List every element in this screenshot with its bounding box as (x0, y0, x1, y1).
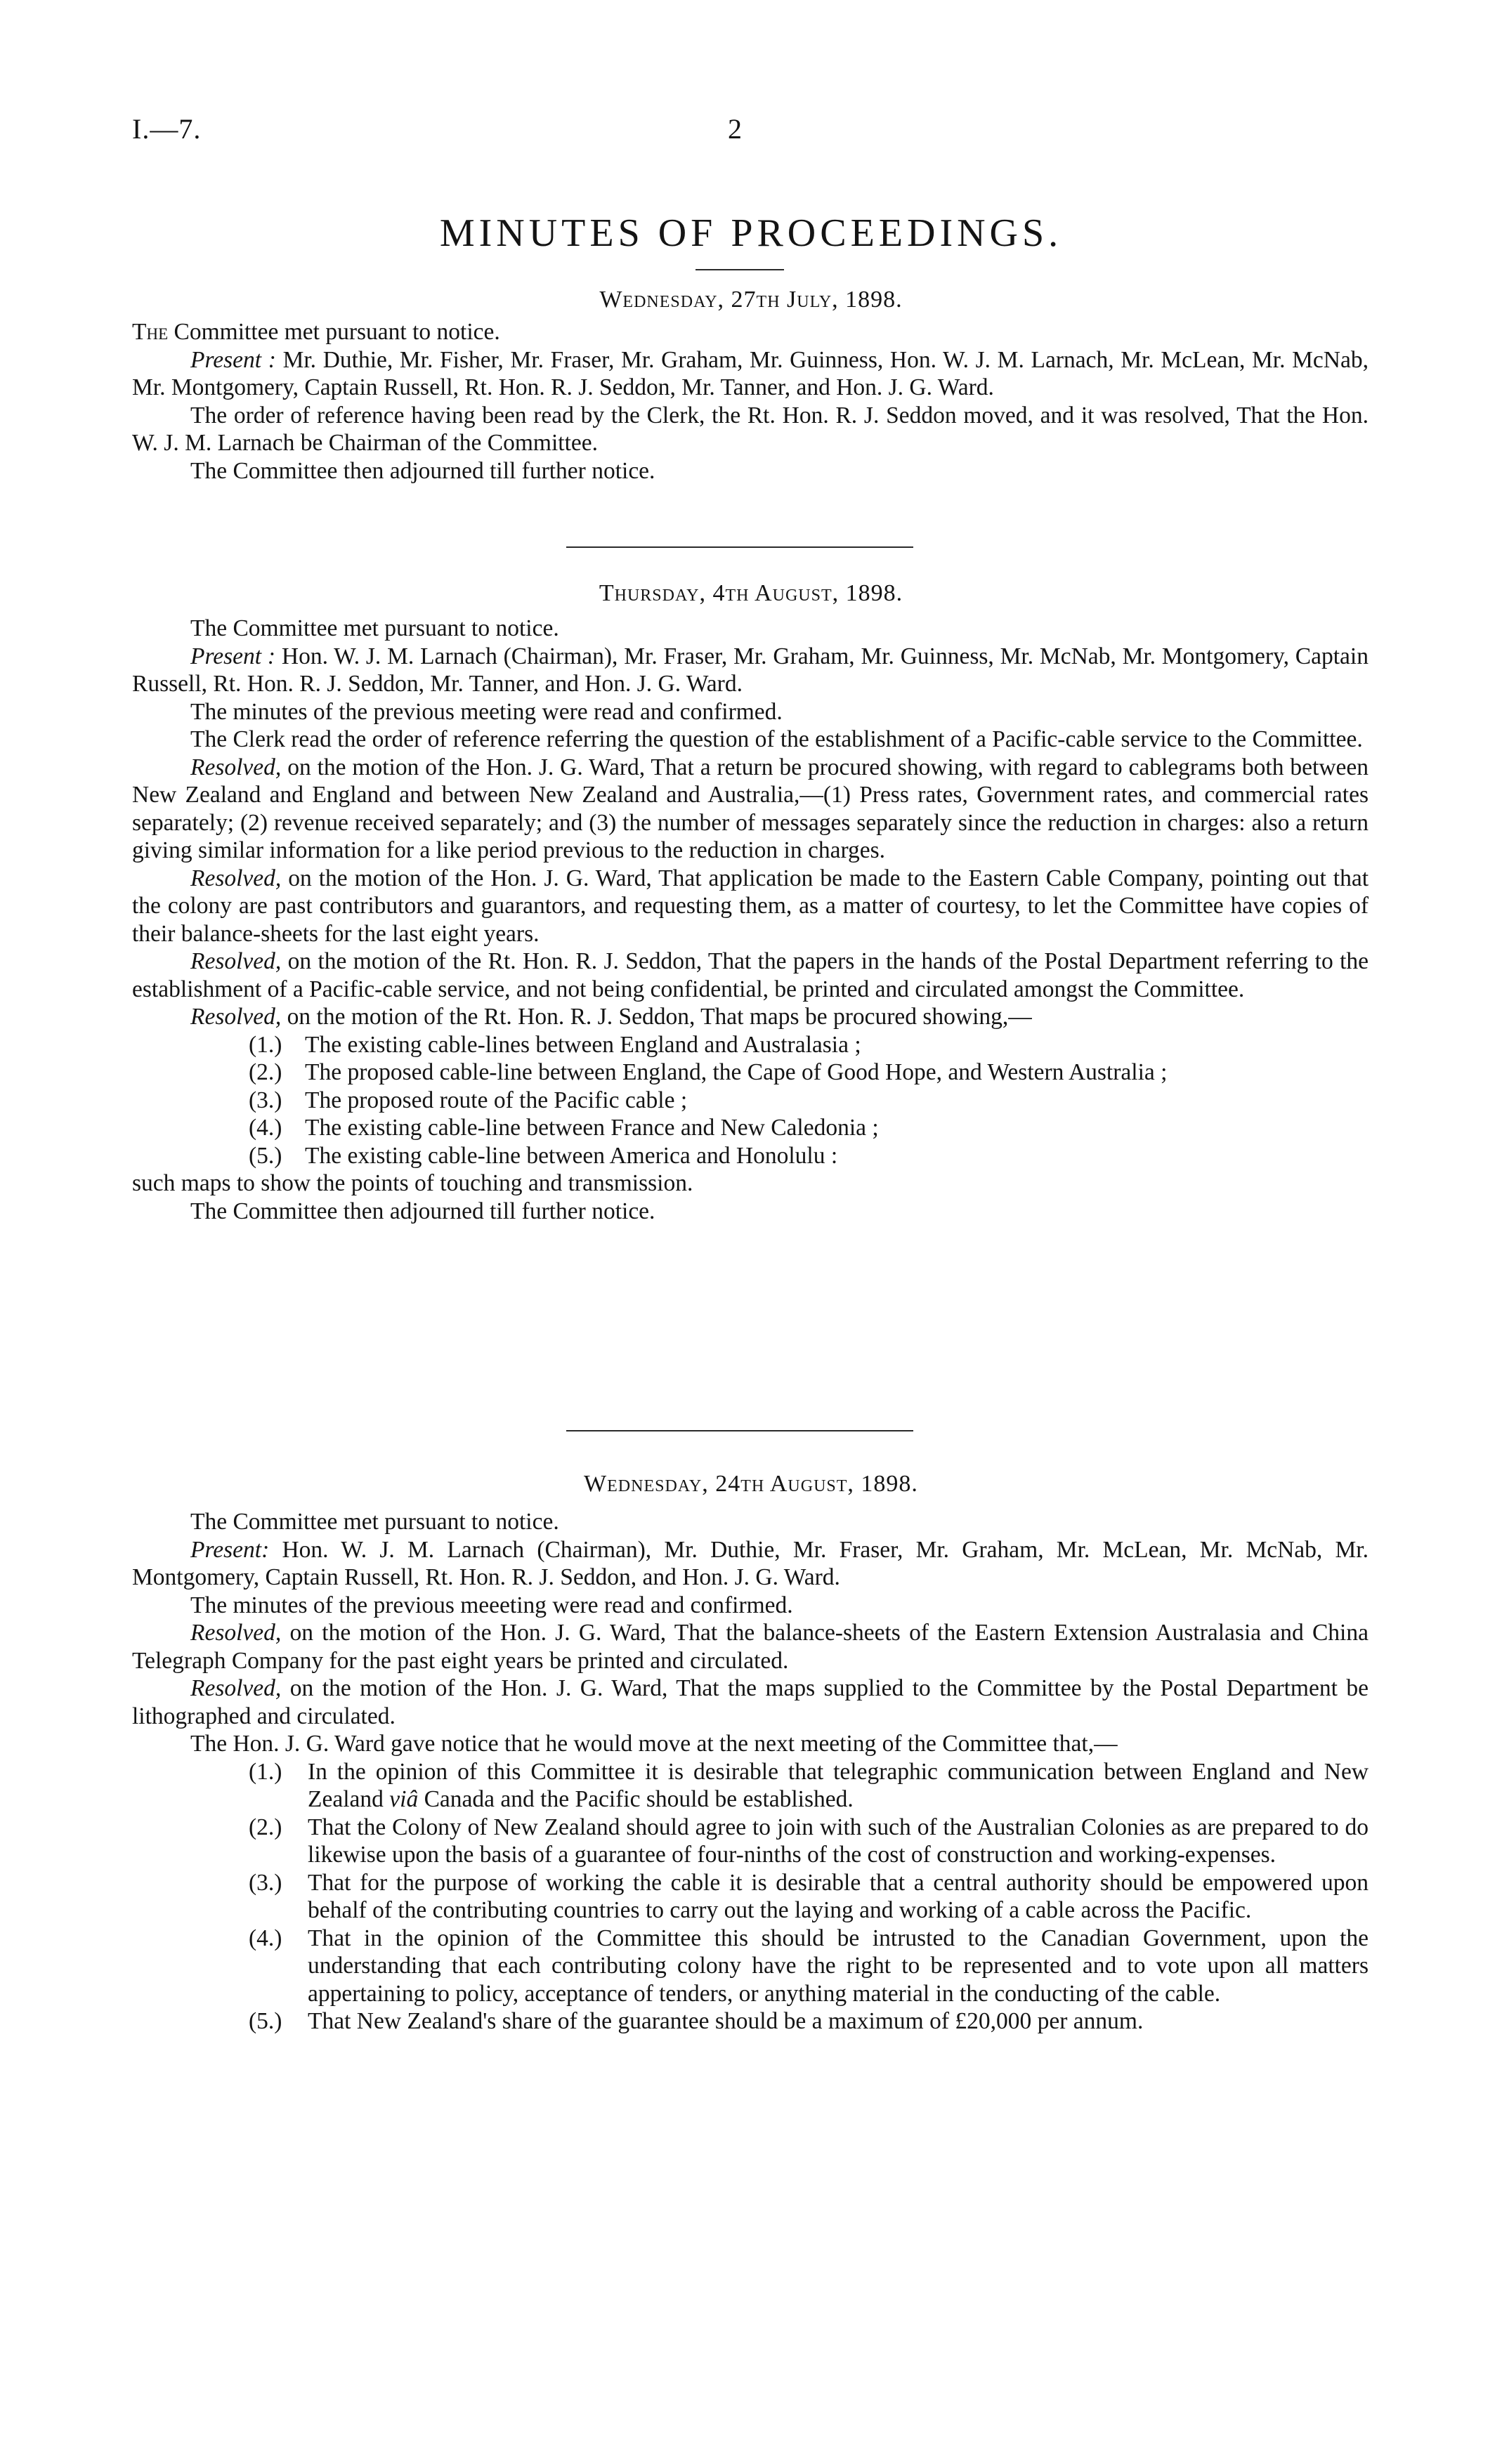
paragraph-label: Resolved, (190, 948, 282, 974)
title-rule (696, 269, 784, 270)
paragraph (132, 1536, 1369, 1592)
list-item (132, 1869, 1369, 1925)
list-number: (1.) (249, 1031, 282, 1058)
paragraph (132, 1730, 1369, 1758)
list-number: (2.) (249, 1059, 282, 1085)
paragraph-text: The Hon. J. G. Ward gave notice that he would move at the next meeting of the Committee that,— (190, 1731, 1118, 1757)
paragraph (132, 318, 1369, 346)
paragraph (132, 402, 1369, 457)
list-item (132, 1142, 1369, 1170)
paragraph (132, 346, 1369, 402)
paragraph (132, 1619, 1369, 1675)
list-item (132, 1925, 1369, 2008)
paragraph-label: Resolved, (190, 865, 282, 891)
list-text: The existing cable-lines between England and Australasia ; (305, 1031, 861, 1058)
list-number: (4.) (249, 1925, 282, 1951)
paragraph-text: The order of reference having been read by the Clerk, the Rt. Hon. R. J. Seddon moved, and it was resolved, That the Hon. W. J. M. Larnach be Chairman of the Committee. (132, 402, 1369, 456)
paragraph (132, 865, 1369, 948)
paragraph-text: Hon. W. J. M. Larnach (Chairman), Mr. Fraser, Mr. Graham, Mr. Guinness, Mr. McNab, Mr. Montgomery, Captain Russell, Rt. Hon. R. J. Seddon, Mr. Tanner, and Hon. J. G. Ward. (132, 643, 1369, 697)
paragraph-text: on the motion of the Hon. J. G. Ward, That the balance-sheets of the Eastern Extension Australasia and China Telegraph Company for the past eight years be printed and circulated. (132, 1620, 1369, 1674)
paragraph-text: The minutes of the previous meeting were read and confirmed. (190, 698, 783, 725)
paragraph (132, 643, 1369, 698)
list-text: That the Colony of New Zealand should agree to join with such of the Australian Colonies as are prepared to do likewise upon the basis of a guarantee of four-ninths of the cost of construction and working-expenses. (308, 1814, 1369, 1868)
list-item (132, 1087, 1369, 1115)
lead-word: The (132, 319, 169, 345)
paragraph-text: The Committee then adjourned till further notice. (190, 457, 655, 484)
list-item (132, 1031, 1369, 1059)
paragraph-text: The Clerk read the order of reference referring the question of the establishment of a Pacific-cable service to the Committee. (190, 726, 1363, 752)
paragraph-text: on the motion of the Hon. J. G. Ward, That the maps supplied to the Committee by the Postal Department be lithographed and circulated. (132, 1675, 1369, 1729)
paragraph (132, 1675, 1369, 1730)
meeting-minutes (132, 615, 1369, 1225)
paragraph (132, 1198, 1369, 1226)
paragraph-text: on the motion of the Rt. Hon. R. J. Seddon, That maps be procured showing,— (281, 1004, 1032, 1030)
list-number: (3.) (249, 1869, 282, 1896)
paragraph-text: on the motion of the Rt. Hon. R. J. Seddon, That the papers in the hands of the Postal Department referring to the establishment of a Pacific-cable service, and not being confidential, be printed and circulated amongst the Committee. (132, 948, 1369, 1002)
page-number: 2 (728, 113, 742, 145)
paragraph-label: Resolved, (190, 1620, 282, 1646)
list-text: The proposed route of the Pacific cable ; (305, 1087, 688, 1113)
paragraph (132, 948, 1369, 1003)
paragraph (132, 1169, 1369, 1198)
paragraph-text: on the motion of the Hon. J. G. Ward, That a return be procured showing, with regard to cablegrams both between New Zealand and England and between New Zealand and Australia,—(1) Press rates, Government rates, and commercial rates separately; (2) revenue received separately; and (3) the number of messages separately since the reduction in charges: also a return giving similar information for a like period previous to the reduction in charges. (132, 754, 1369, 863)
paragraph (132, 1003, 1369, 1031)
paragraph-label: Present : (190, 643, 276, 669)
list-number: (5.) (249, 1142, 282, 1169)
paragraph (132, 1508, 1369, 1536)
section-divider (566, 546, 913, 548)
list-text (308, 1758, 1369, 1814)
numbered-list (132, 1758, 1369, 2036)
paragraph-label: Present: (190, 1536, 270, 1563)
meeting-minutes (132, 318, 1369, 485)
paragraph-text: The minutes of the previous meeeting were read and confirmed. (190, 1592, 793, 1618)
paragraph-text: Committee met pursuant to notice. (168, 319, 500, 345)
list-text: The existing cable-line between France and New Caledonia ; (305, 1115, 879, 1141)
list-item (132, 1814, 1369, 1869)
paper-reference: I.—7. (132, 113, 202, 145)
list-item (132, 2007, 1369, 2036)
list-text-part: Canada and the Pacific should be established. (418, 1786, 854, 1812)
list-text: That in the opinion of the Committee this should be intrusted to the Canadian Government, upon the understanding that each contributing colony have the right to be represented and to vote upon all matters appertaining to policy, acceptance of tenders, or anything material in the conducting of the cable. (308, 1925, 1369, 2007)
list-number: (1.) (249, 1758, 282, 1785)
numbered-list (132, 1031, 1369, 1170)
paragraph-text: The Committee met pursuant to notice. (190, 1509, 559, 1535)
list-text-part: In the opinion of this Committee it is desirable that telegraphic communication between England and New Zealand (308, 1758, 1369, 1812)
paragraph (132, 754, 1369, 865)
paragraph-label: Resolved, (190, 754, 282, 780)
list-text: That for the purpose of working the cable it is desirable that a central authority should be empowered upon behalf of the contributing countries to carry out the laying and working of a cable across the Pacific. (308, 1869, 1369, 1923)
list-item (132, 1114, 1369, 1142)
document-title: MINUTES OF PROCEEDINGS. (439, 211, 1063, 255)
list-number: (5.) (249, 2008, 282, 2034)
paragraph-text: Hon. W. J. M. Larnach (Chairman), Mr. Duthie, Mr. Fraser, Mr. Graham, Mr. McLean, Mr. McNab, Mr. Montgomery, Captain Russell, Rt. Hon. R. J. Seddon, and Hon. J. G. Ward. (132, 1536, 1369, 1590)
list-number: (2.) (249, 1814, 282, 1840)
paragraph-text: The Committee met pursuant to notice. (190, 615, 559, 641)
meeting-minutes (132, 1508, 1369, 2036)
list-item (132, 1059, 1369, 1087)
list-number: (3.) (249, 1087, 282, 1113)
meeting-date: Thursday, 4th August, 1898. (599, 580, 903, 606)
paragraph (132, 615, 1369, 643)
paragraph-label: Present : (190, 346, 276, 373)
paragraph-label: Resolved, (190, 1004, 282, 1030)
paragraph-label: Resolved, (190, 1675, 282, 1701)
list-text: That New Zealand's share of the guarantee should be a maximum of £20,000 per annum. (308, 2008, 1144, 2034)
paragraph-text: The Committee then adjourned till further notice. (190, 1198, 655, 1224)
list-number: (4.) (249, 1115, 282, 1141)
meeting-date: Wednesday, 27th July, 1898. (599, 287, 903, 313)
paragraph-text: on the motion of the Hon. J. G. Ward, That application be made to the Eastern Cable Company, pointing out that the colony are past contributors and guarantors, and requesting them, as a matter of courtesy, to let the Committee have copies of their balance-sheets for the last eight years. (132, 865, 1369, 947)
paragraph (132, 457, 1369, 485)
list-text-italic: viâ (389, 1786, 419, 1812)
paragraph (132, 698, 1369, 726)
meeting-date: Wednesday, 24th August, 1898. (584, 1471, 918, 1497)
paragraph (132, 726, 1369, 754)
paragraph-text: Mr. Duthie, Mr. Fisher, Mr. Fraser, Mr. Graham, Mr. Guinness, Hon. W. J. M. Larnach, Mr. McLean, Mr. McNab, Mr. Montgomery, Captain Russell, Rt. Hon. R. J. Seddon, Mr. Tanner, and Hon. J. G. Ward. (132, 346, 1369, 400)
list-text: The proposed cable-line between England, the Cape of Good Hope, and Western Australia ; (305, 1059, 1168, 1085)
section-divider (566, 1430, 913, 1431)
list-text: The existing cable-line between America and Honolulu : (305, 1142, 838, 1169)
paragraph-text: such maps to show the points of touching and transmission. (132, 1170, 693, 1196)
paragraph (132, 1592, 1369, 1620)
list-item (132, 1758, 1369, 1814)
